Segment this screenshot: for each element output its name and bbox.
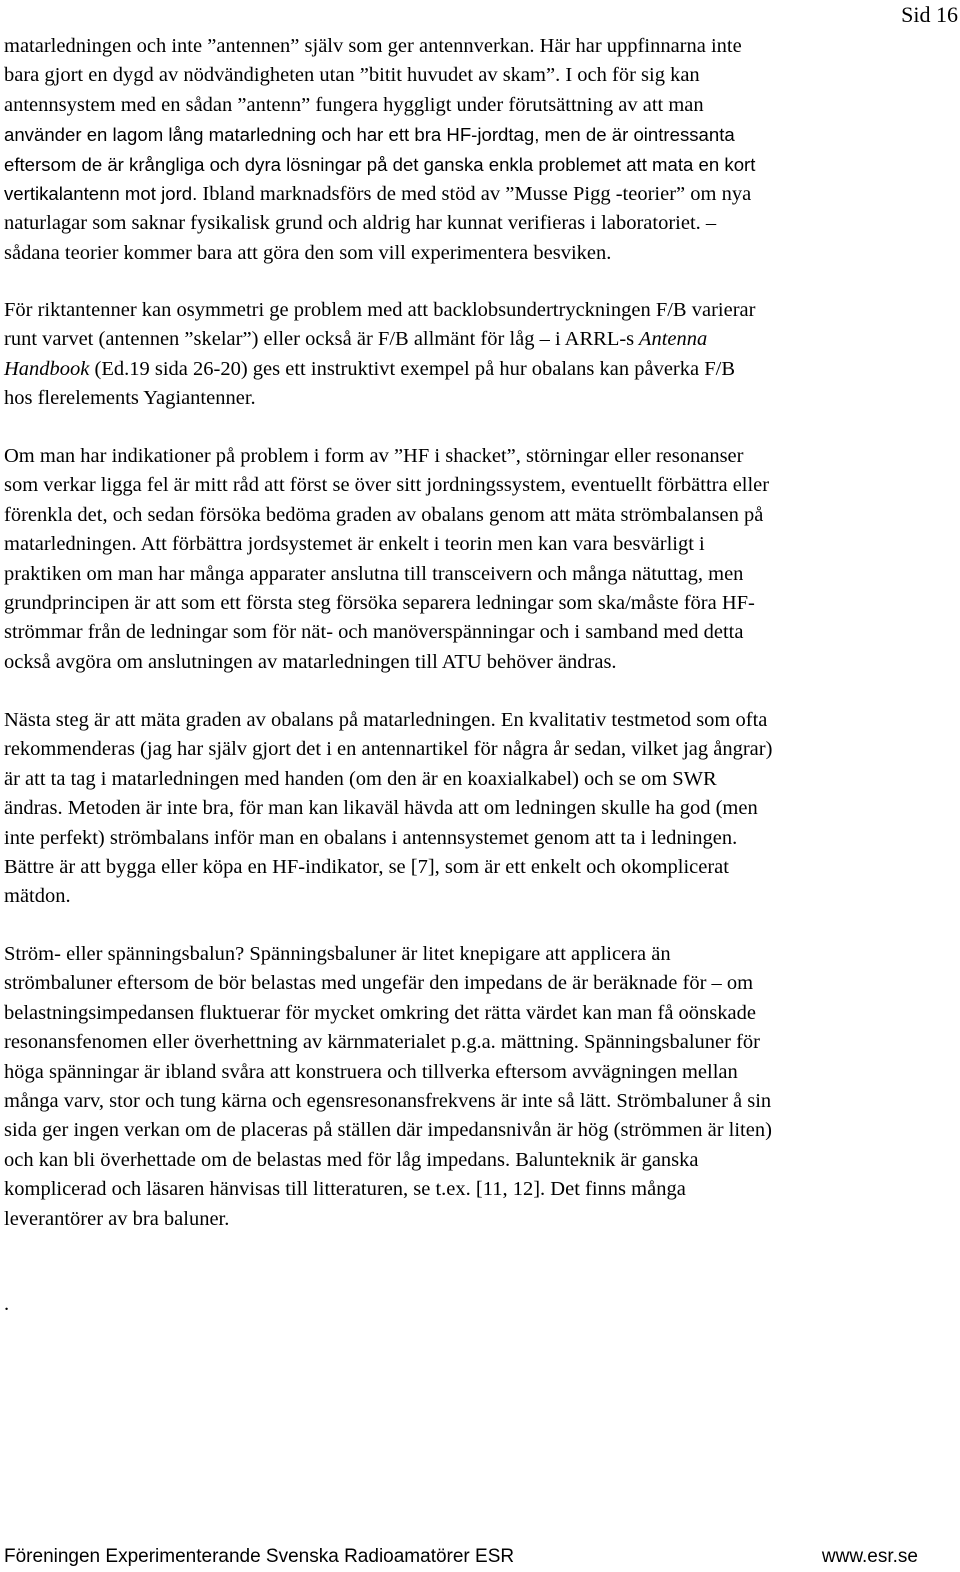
text-line: förenkla det, och sedan försöka bedöma graden av obalans genom att mäta strömbalansen på	[4, 503, 764, 526]
text-line: använder en lagom lång matarledning och har ett bra HF-jordtag, men de är ointressanta	[4, 124, 735, 146]
text-line: resonansfenomen eller överhettning av kärnmaterialet p.g.a. mättning. Spänningsbaluner för	[4, 1031, 760, 1054]
text-line: höga spänningar är ibland svåra att konstruera och tillverka eftersom avvägningen mellan	[4, 1060, 738, 1083]
paragraph-directional-antennas	[4, 296, 960, 414]
text-line: eftersom de är krångliga och dyra lösningar på det ganska enkla problemet att mata en kort	[4, 153, 756, 175]
text-line: också avgöra om anslutningen av matarledningen till ATU behöver ändras.	[4, 650, 617, 673]
text-line: är att ta tag i matarledningen med handen (om den är en koaxialkabel) och se om SWR	[4, 767, 717, 790]
paragraph-current-or-voltage-balun	[4, 940, 960, 1234]
text-line: ändras. Metoden är inte bra, för man kan likaväl hävda att om ledningen skulle ha god (men	[4, 797, 758, 820]
text-line: sida ger ingen verkan om de placeras på ställen där impedansnivån är hög (strömmen är liten)	[4, 1119, 772, 1142]
text-line: matarledningen och inte ”antennen” själv som ger antennverkan. Här har uppfinnarna inte	[4, 35, 742, 57]
text-segment: vertikalantenn mot jord.	[4, 183, 198, 205]
text-line: Om man har indikationer på problem i form av ”HF i shacket”, störningar eller resonanser	[4, 445, 744, 467]
text-line: strömmar från de ledningar som för nät- och manöverspänningar och i samband med detta	[4, 621, 744, 644]
text-line: komplicerad och läsaren hänvisas till litteraturen, se t.ex. [11, 12]. Det finns många	[4, 1178, 686, 1201]
text-line: många varv, stor och tung kärna och egensresonansfrekvens är inte så lätt. Strömbaluner å sin	[4, 1090, 772, 1113]
stray-period: .	[4, 1293, 10, 1315]
page-footer	[4, 1543, 918, 1571]
text-line: hos flerelements Yagiantenner.	[4, 387, 256, 410]
text-line: naturlagar som saknar fysikalisk grund och aldrig har kunnat verifieras i laboratoriet. –	[4, 212, 717, 235]
text-line: antennsystem med en sådan ”antenn” fungera hyggligt under förutsättning av att man	[4, 93, 704, 116]
footer-website: www.esr.se	[821, 1546, 918, 1567]
text-line: som verkar ligga fel är mitt råd att först se över sitt jordningssystem, eventuellt förbättra eller	[4, 474, 770, 497]
text-segment: Ibland marknadsförs de med stöd av ”Musse Pigg -teorier” om nya	[197, 183, 752, 206]
text-line: Bättre är att bygga eller köpa en HF-indikator, se [7], som är ett enkelt och okomplicerat	[4, 856, 729, 879]
paragraph-hf-in-shack	[4, 442, 960, 677]
text-line: Ström- eller spänningsbalun? Spänningsbaluner är litet knepigare att applicera än	[4, 943, 671, 965]
text-line: praktiken om man har många apparater anslutna till transceivern och många nätuttag, men	[4, 562, 744, 585]
paragraph-measure-imbalance	[4, 706, 960, 912]
text-line	[4, 325, 960, 354]
text-line: belastningsimpedansen fluktuerar för mycket omkring det rätta värdet kan man få oönskade	[4, 1001, 756, 1024]
text-line: För riktantenner kan osymmetri ge problem med att backlobsundertryckningen F/B varierar	[4, 299, 756, 321]
text-line	[4, 179, 960, 209]
text-line: mätdon.	[4, 885, 71, 908]
text-line: sådana teorier kommer bara att göra den som vill experimentera besviken.	[4, 241, 612, 264]
text-line: grundprincipen är att som ett första steg försöka separera ledningar som ska/måste föra HF-	[4, 592, 755, 615]
text-line: och kan bli överhettade om de belastas med för låg impedans. Balunteknik är ganska	[4, 1148, 699, 1171]
paragraph-feedline-antenna	[4, 32, 960, 268]
text-line	[4, 355, 960, 384]
text-segment: (Ed.19 sida 26-20) ges ett instruktivt exempel på hur obalans kan påverka F/B	[89, 357, 736, 380]
text-line: inte perfekt) strömbalans inför man en obalans i antennsystemet genom att ta i ledningen.	[4, 826, 738, 849]
footer-organization: Föreningen Experimenterande Svenska Radioamatörer ESR	[4, 1546, 515, 1567]
book-title-italic: Handbook	[4, 357, 90, 380]
book-title-italic: Antenna	[634, 328, 708, 351]
text-line: rekommenderas (jag har själv gjort det i en antennartikel för några år sedan, vilket jag ångrar)	[4, 738, 773, 761]
text-line: leverantörer av bra baluner.	[4, 1207, 230, 1230]
text-line: strömbaluner eftersom de bör belastas med ungefär den impedans de är beräknade för – om	[4, 972, 754, 995]
text-segment: runt varvet (antennen ”skelar”) eller också är F/B allmänt för låg – i ARRL-s	[4, 328, 635, 351]
text-line: Nästa steg är att mäta graden av obalans på matarledningen. En kvalitativ testmetod som ofta	[4, 709, 768, 731]
text-line: bara gjort en dygd av nödvändigheten utan ”bitit huvudet av skam”. I och för sig kan	[4, 64, 700, 87]
text-line: matarledningen. Att förbättra jordsystemet är enkelt i teorin men kan vara besvärligt i	[4, 533, 705, 556]
page-number: Sid 16	[901, 2, 958, 27]
